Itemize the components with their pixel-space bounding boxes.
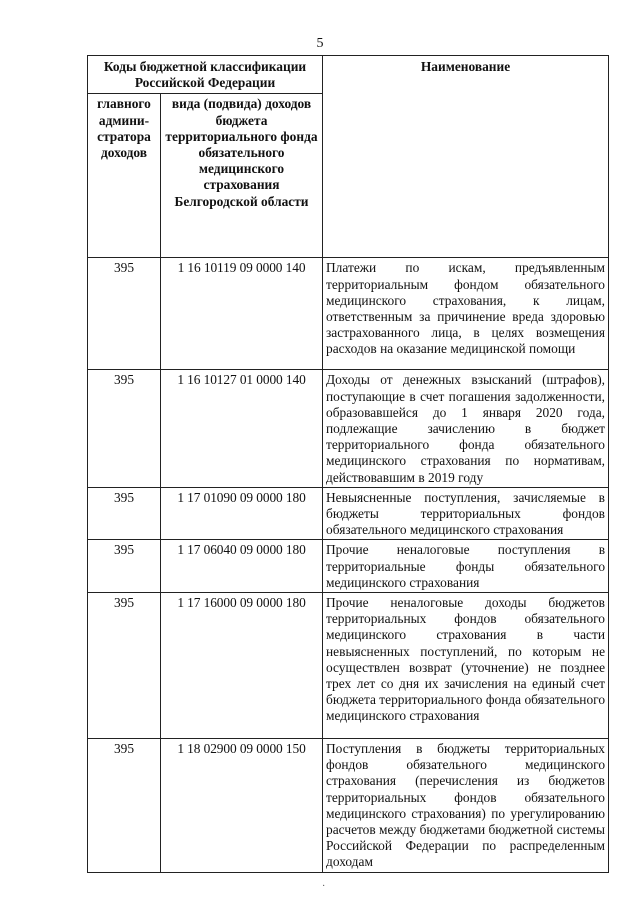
income-name-cell: Невыясненные поступления, зачисляемые в бюджеты территориальных фондов обязательного медицинского страхования [323,487,609,540]
income-name-cell: Поступления в бюджеты территориальных фондов обязательного медицинского страхования (перечисления из бюджетов территориальных фондов обязательного медицинского страхования) по урегулированию расчетов между бюджетами бюджетной системы Российской Федерации по распределенным доходам [323,739,609,873]
admin-code-cell: 395 [88,487,161,540]
header-row [88,56,609,94]
table-row [88,487,609,540]
table-row [88,258,609,370]
admin-code-cell: 395 [88,540,161,593]
page-number: 5 [316,36,324,51]
header-name: Наименование [323,56,609,258]
income-code-cell: 1 16 10119 09 0000 140 [161,258,323,370]
income-code-cell: 1 17 01090 09 0000 180 [161,487,323,540]
admin-code-cell: 395 [88,593,161,739]
admin-code-cell: 395 [88,258,161,370]
income-code-cell: 1 16 10127 01 0000 140 [161,370,323,487]
scan-mark: · [322,881,326,892]
income-name-cell: Прочие неналоговые доходы бюджетов территориальных фондов обязательного медицинского страхования в части невыясненных поступлений, по которым не осуществлен возврат (уточнение) не позднее трех лет со дня их зачисления на единый счет бюджета территориального фонда обязательного медицинского страхования [323,593,609,739]
table-row [88,739,609,873]
table-row [88,370,609,487]
budget-codes-table [87,55,609,873]
income-name-cell: Доходы от денежных взысканий (штрафов), поступающие в счет погашения задолженности, образовавшейся до 1 января 2020 года, подлежащие зачислению в бюджет территориального фонда обязательного медицинского страхования по нормативам, действовавшим в 2019 году [323,370,609,487]
table-row [88,593,609,739]
income-code-cell: 1 17 16000 09 0000 180 [161,593,323,739]
table-row [88,540,609,593]
header-code: вида (подвида) доходов бюджета территориального фонда обязательного медицинского страхования Белгородской области [161,94,323,258]
income-code-cell: 1 17 06040 09 0000 180 [161,540,323,593]
header-admin: главного админи-стратора доходов [88,94,161,258]
income-code-cell: 1 18 02900 09 0000 150 [161,739,323,873]
admin-code-cell: 395 [88,370,161,487]
income-name-cell: Платежи по искам, предъявленным территориальным фондом обязательного медицинского страхования, к лицам, ответственным за причинение вреда здоровью застрахованного лица, в целях возмещения расходов на оказание медицинской помощи [323,258,609,370]
admin-code-cell: 395 [88,739,161,873]
income-name-cell: Прочие неналоговые поступления в территориальные фонды обязательного медицинского страхования [323,540,609,593]
header-codes-group: Коды бюджетной классификации Российской Федерации [88,56,323,94]
